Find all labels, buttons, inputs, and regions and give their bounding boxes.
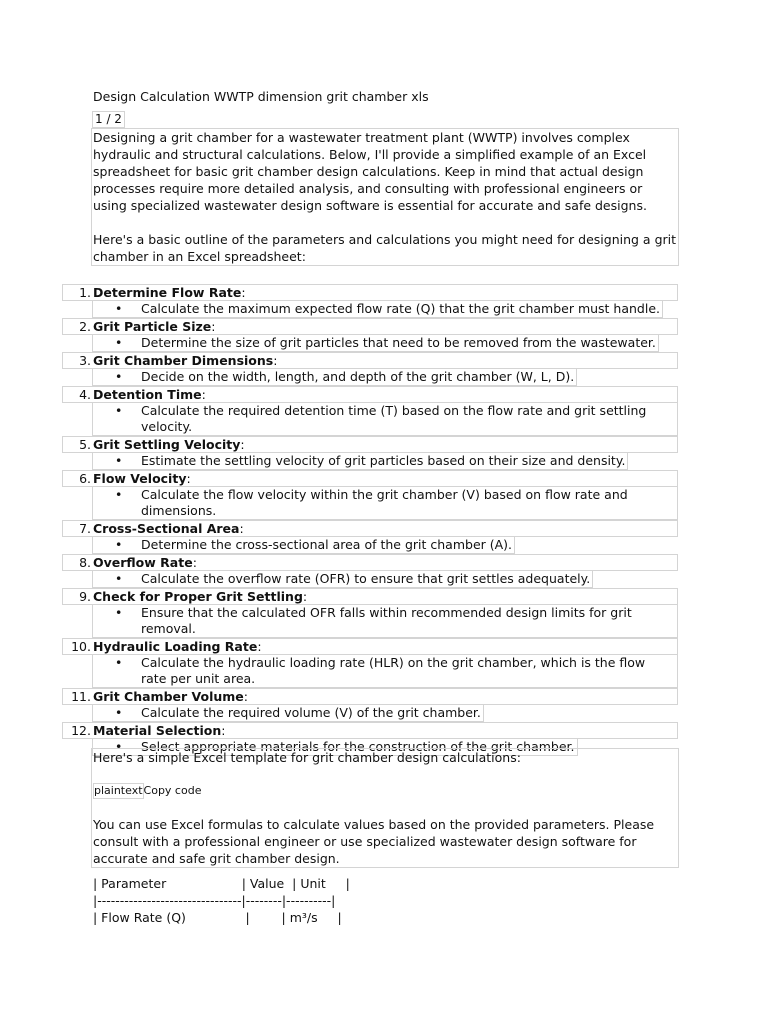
step-detail-box: [92, 403, 678, 436]
bullet-icon: •: [115, 655, 123, 670]
step-detail-text: Determine the size of grit particles that need to be removed from the wastewater.: [141, 335, 656, 350]
step-title-text: Detention Time: [93, 387, 202, 402]
step-title: [93, 589, 307, 605]
step-title-text: Grit Particle Size: [93, 319, 212, 334]
bullet-icon: •: [115, 301, 123, 316]
step-colon: :: [211, 319, 216, 334]
step-detail-text: Calculate the required volume (V) of the grit chamber.: [141, 705, 481, 720]
bullet-icon: •: [115, 605, 123, 620]
table-line: | Flow Rate (Q) | | m³/s |: [93, 910, 342, 925]
bullet-icon: •: [115, 571, 123, 586]
step-title-text: Overflow Rate: [93, 555, 193, 570]
step-heading: [62, 284, 678, 301]
step-heading: [62, 318, 678, 335]
step-detail-text: Calculate the flow velocity within the grit chamber (V) based on flow rate and dimensions.: [141, 487, 628, 518]
table-text: [93, 875, 350, 926]
step-detail-item: [92, 705, 678, 722]
step-detail-item: [92, 453, 678, 470]
step-detail-box: [92, 301, 663, 318]
step-detail-item: [92, 537, 678, 554]
step-heading: [62, 722, 678, 739]
step-number: 7.: [79, 521, 91, 536]
table-line: | Parameter | Value | Unit |: [93, 876, 350, 891]
step-colon: :: [239, 521, 244, 536]
step-number: 3.: [79, 353, 91, 368]
step-detail-text: Determine the cross-sectional area of the grit chamber (A).: [141, 537, 513, 552]
step-title: [93, 387, 206, 403]
step-heading: [62, 386, 678, 403]
step-detail-text: Decide on the width, length, and depth of the grit chamber (W, L, D).: [141, 369, 575, 384]
step-colon: :: [186, 471, 191, 486]
step-detail-box: [92, 369, 577, 386]
table-line: |--------------------------------|--------|----------|: [93, 893, 336, 908]
step-title-text: Determine Flow Rate: [93, 285, 242, 300]
copy-code-button[interactable]: Copy code: [143, 784, 202, 797]
step-heading: [62, 470, 678, 487]
step-title-text: Grit Settling Velocity: [93, 437, 241, 452]
step-colon: :: [302, 589, 308, 604]
step-detail-item: [92, 369, 678, 386]
step-colon: :: [243, 689, 248, 704]
step-detail-item: [92, 335, 678, 352]
bullet-icon: •: [115, 705, 123, 720]
step-number: 9.: [79, 589, 91, 604]
step-detail-text: Select appropriate materials for the construction of the grit chamber.: [141, 739, 575, 754]
step-detail-text: Calculate the hydraulic loading rate (HLR) on the grit chamber, which is the flow rate per unit area.: [141, 655, 646, 686]
step-detail-text: Calculate the maximum expected flow rate (Q) that the grit chamber must handle.: [141, 301, 661, 316]
step-detail-item: [92, 301, 678, 318]
step-heading: [62, 352, 678, 369]
step-heading: [62, 638, 678, 655]
step-detail-text: Calculate the required detention time (T) based on the flow rate and grit settling velocity.: [141, 403, 647, 434]
template-closing: You can use Excel formulas to calculate values based on the provided parameters. Please consult with a professional engineer or use specialized wastewater design software for accurate and safe grit chamber design.: [93, 817, 655, 866]
step-colon: :: [192, 555, 197, 570]
step-title-text: Grit Chamber Volume: [93, 689, 244, 704]
step-title: [93, 689, 248, 705]
bullet-icon: •: [115, 739, 123, 754]
bullet-icon: •: [115, 487, 123, 502]
step-title: [93, 555, 197, 571]
step-detail-box: [92, 705, 484, 722]
intro-outline-paragraph: Here's a basic outline of the parameters and calculations you might need for designing a grit chamber in an Excel spreadsheet:: [93, 232, 677, 264]
step-number: 6.: [79, 471, 91, 486]
step-heading: [62, 688, 678, 705]
step-title-text: Material Selection: [93, 723, 222, 738]
step-detail-item: [92, 655, 678, 688]
step-number: 10.: [71, 639, 91, 654]
step-title-text: Cross-Sectional Area: [93, 521, 240, 536]
step-number: 8.: [79, 555, 91, 570]
step-detail-box: [92, 605, 678, 638]
step-heading: [62, 436, 678, 453]
step-detail-text: Ensure that the calculated OFR falls within recommended design limits for grit removal.: [141, 605, 632, 636]
intro-block: [91, 128, 679, 266]
step-colon: :: [241, 285, 246, 300]
step-title: [93, 437, 245, 453]
step-title: [93, 471, 191, 487]
template-lead: Here's a simple Excel template for grit chamber design calculations:: [93, 750, 521, 765]
step-title: [93, 285, 246, 301]
bullet-icon: •: [115, 453, 123, 468]
step-colon: :: [221, 723, 226, 738]
step-colon: :: [257, 639, 262, 654]
step-title-text: Grit Chamber Dimensions: [93, 353, 274, 368]
step-title: [93, 723, 225, 739]
step-title: [93, 639, 262, 655]
step-title-text: Hydraulic Loading Rate: [93, 639, 258, 654]
step-colon: :: [273, 353, 278, 368]
step-detail-box: [92, 537, 515, 554]
step-title: [93, 521, 244, 537]
step-title: [93, 353, 277, 369]
step-detail-item: [92, 605, 678, 638]
step-detail-item: [92, 571, 678, 588]
steps-list: [62, 284, 678, 756]
step-number: 5.: [79, 437, 91, 452]
step-title: [93, 319, 216, 335]
step-title-text: Flow Velocity: [93, 471, 187, 486]
step-colon: :: [240, 437, 245, 452]
page-counter: 1 / 2: [92, 111, 125, 128]
step-number: 4.: [79, 387, 91, 402]
intro-paragraph: Designing a grit chamber for a wastewater treatment plant (WWTP) involves complex hydraulic and structural calculations. Below, I'll provide a simplified example of an Excel spreadsheet for basic grit chamber design calculations. Keep in mind that actual design processes require more detailed analysis, and consulting with professional engineers or using specialized wastewater design software is essential for accurate and safe designs.: [93, 130, 647, 213]
step-detail-text: Estimate the settling velocity of grit particles based on their size and density.: [141, 453, 626, 468]
step-detail-text: Calculate the overflow rate (OFR) to ensure that grit settles adequately.: [141, 571, 591, 586]
step-heading: [62, 554, 678, 571]
step-colon: :: [201, 387, 206, 402]
bullet-icon: •: [115, 335, 123, 350]
step-heading: [62, 588, 678, 605]
page-title: Design Calculation WWTP dimension grit chamber xls: [93, 89, 429, 104]
step-detail-item: [92, 487, 678, 520]
step-number: 11.: [71, 689, 91, 704]
step-detail-box: [92, 487, 678, 520]
step-number: 12.: [71, 723, 91, 738]
bullet-icon: •: [115, 537, 123, 552]
template-block: [91, 748, 679, 868]
step-detail-box: [92, 655, 678, 688]
step-heading: [62, 520, 678, 537]
bullet-icon: •: [115, 403, 123, 418]
step-detail-box: [92, 571, 593, 588]
step-title-text: Check for Proper Grit Settling: [93, 589, 303, 604]
step-number: 2.: [79, 319, 91, 334]
bullet-icon: •: [115, 369, 123, 384]
step-detail-item: [92, 403, 678, 436]
step-detail-box: [92, 453, 628, 470]
step-detail-box: [92, 335, 659, 352]
code-language-label: plaintext: [94, 784, 143, 797]
step-number: 1.: [79, 285, 91, 300]
